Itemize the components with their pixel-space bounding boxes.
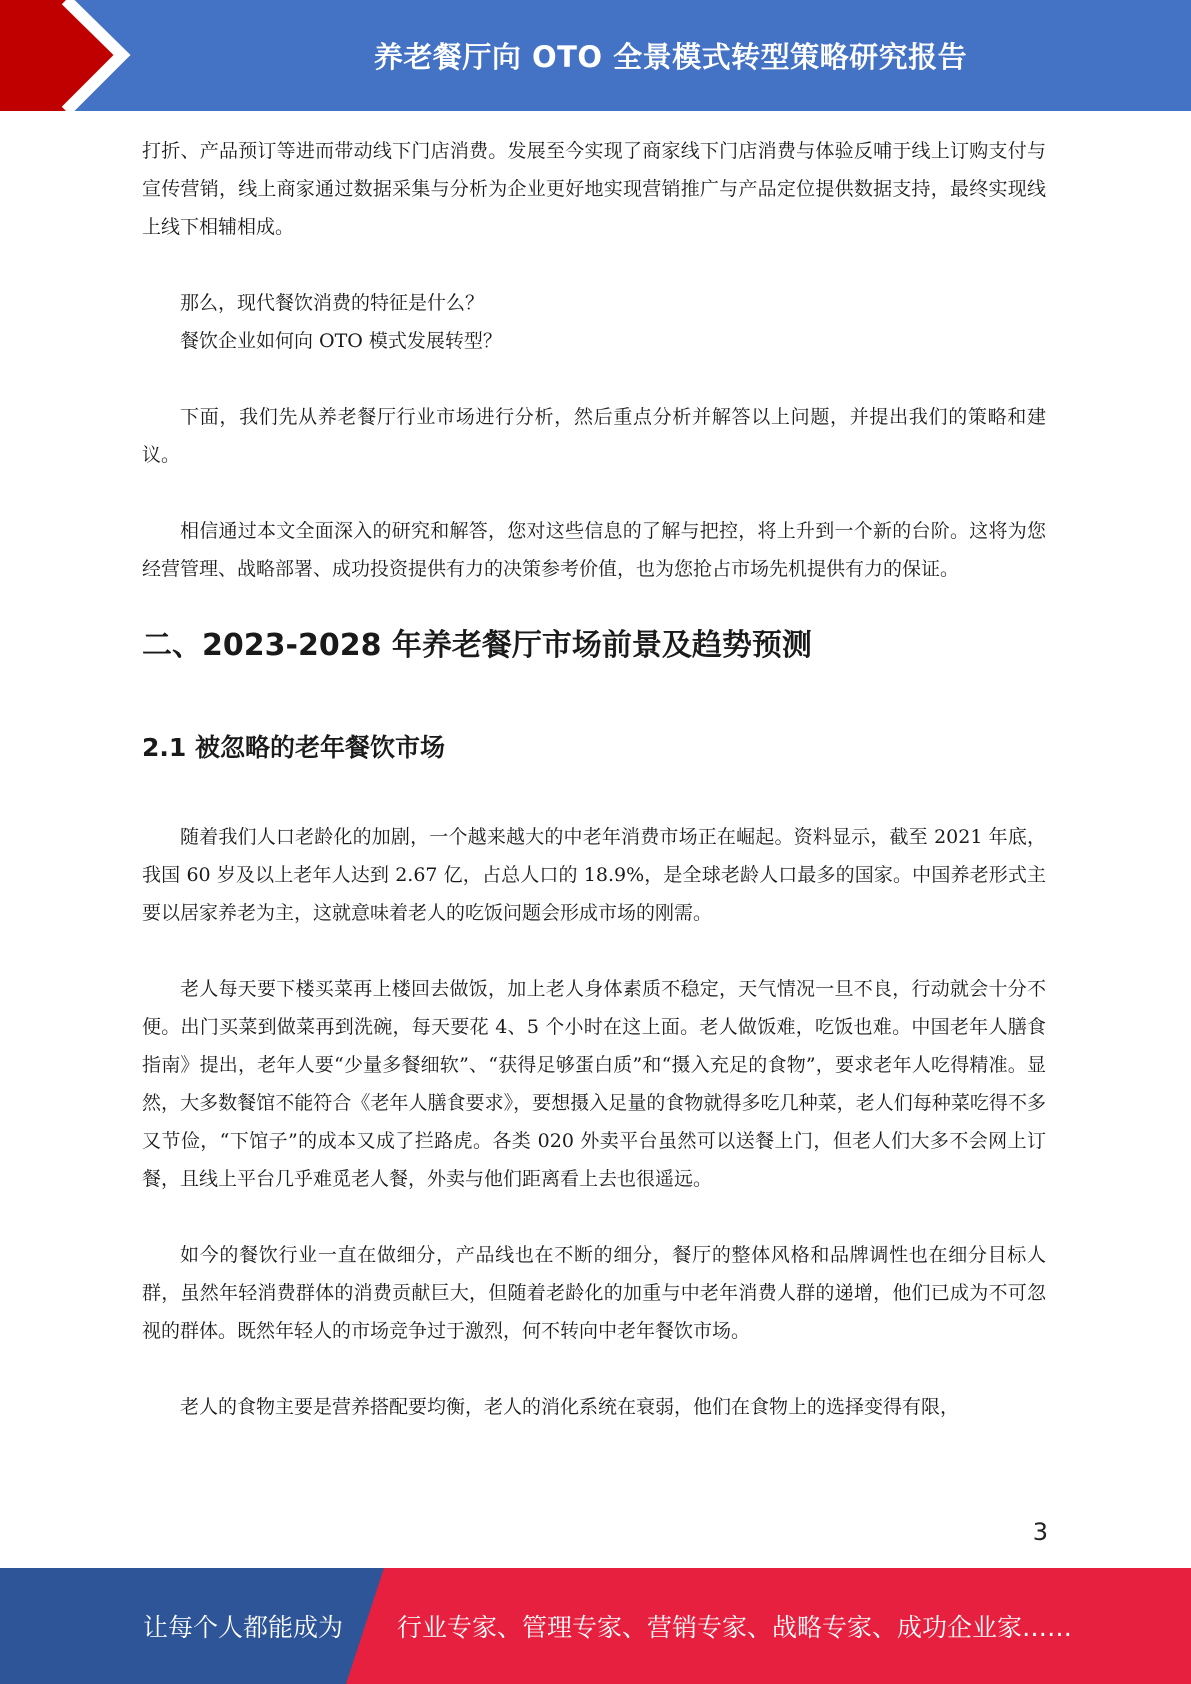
report-title: 养老餐厅向 OTO 全景模式转型策略研究报告	[373, 40, 968, 74]
intro-paragraph: 打折、产品预订等进而带动线下门店消费。发展至今实现了商家线下门店消费与体验反哺于线上订购支付与宣传营销，线上商家通过数据采集与分析为企业更好地实现营销推广与产品定位提供数据支持，最终实现线上线下相辅相成。	[142, 140, 1046, 238]
daily-life-paragraph: 老人每天要下楼买菜再上楼回去做饭，加上老人身体素质不稳定，天气情况一旦不良，行动就会十分不便。出门买菜到做菜再到洗碗，每天要花 4、5 个小时在这上面。老人做饭难，吃饭也难。中国老年人膳食指南》提出，老年人要“少量多餐细软”、“获得足够蛋白质”和“摄入充足的食物”，要求老年人吃得精准。显然，大多数餐馆不能符合《老年人膳食要求》，要想摄入足量的食物就得多吃几种菜，老人们每种菜吃得不多又节俭，“下馆子”的成本又成了拦路虎。各类 020 外卖平台虽然可以送餐上门，但老人们大多不会网上订餐，且线上平台几乎难觅老人餐，外卖与他们距离看上去也很遥远。	[142, 978, 1046, 1190]
page-header	[0, 0, 1191, 111]
aging-paragraph: 随着我们人口老龄化的加剧，一个越来越大的中老年消费市场正在崛起。资料显示，截至 2021 年底，我国 60 岁及以上老年人达到 2.67 亿，占总人口的 18.9%，是全球老龄人口最多的国家。中国养老形式主要以居家养老为主，这就意味着老人的吃饭问题会形成市场的刚需。	[142, 826, 1046, 924]
page-number: 3	[1032, 1518, 1048, 1546]
question-oto-transition: 餐饮企业如何向 OTO 模式发展转型？	[180, 330, 502, 352]
page-footer	[0, 1568, 1191, 1684]
analysis-paragraph: 下面，我们先从养老餐厅行业市场进行分析，然后重点分析并解答以上问题，并提出我们的策略和建议。	[142, 406, 1046, 466]
section-heading: 二、2023-2028 年养老餐厅市场前景及趋势预测	[142, 628, 812, 663]
segmentation-paragraph: 如今的餐饮行业一直在做细分，产品线也在不断的细分，餐厅的整体风格和品牌调性也在细分目标人群，虽然年轻消费群体的消费贡献巨大，但随着老龄化的加重与中老年消费人群的递增，他们已成为不可忽视的群体。既然年轻人的市场竞争过于激烈，何不转向中老年餐饮市场。	[142, 1244, 1046, 1342]
footer-slogan-left: 让每个人都能成为	[143, 1613, 344, 1642]
value-paragraph: 相信通过本文全面深入的研究和解答，您对这些信息的了解与把控，将上升到一个新的台阶。这将为您经营管理、战略部署、成功投资提供有力的决策参考价值，也为您抢占市场先机提供有力的保证。	[142, 520, 1046, 580]
question-consumption-features: 那么，现代餐饮消费的特征是什么？	[180, 292, 485, 314]
footer-slogan-right: 行业专家、管理专家、营销专家、战略专家、成功企业家……	[397, 1613, 1073, 1642]
subsection-heading: 2.1 被忽略的老年餐饮市场	[142, 733, 445, 762]
food-paragraph: 老人的食物主要是营养搭配要均衡，老人的消化系统在衰弱，他们在食物上的选择变得有限，	[180, 1396, 960, 1418]
page-content	[142, 132, 1046, 1426]
